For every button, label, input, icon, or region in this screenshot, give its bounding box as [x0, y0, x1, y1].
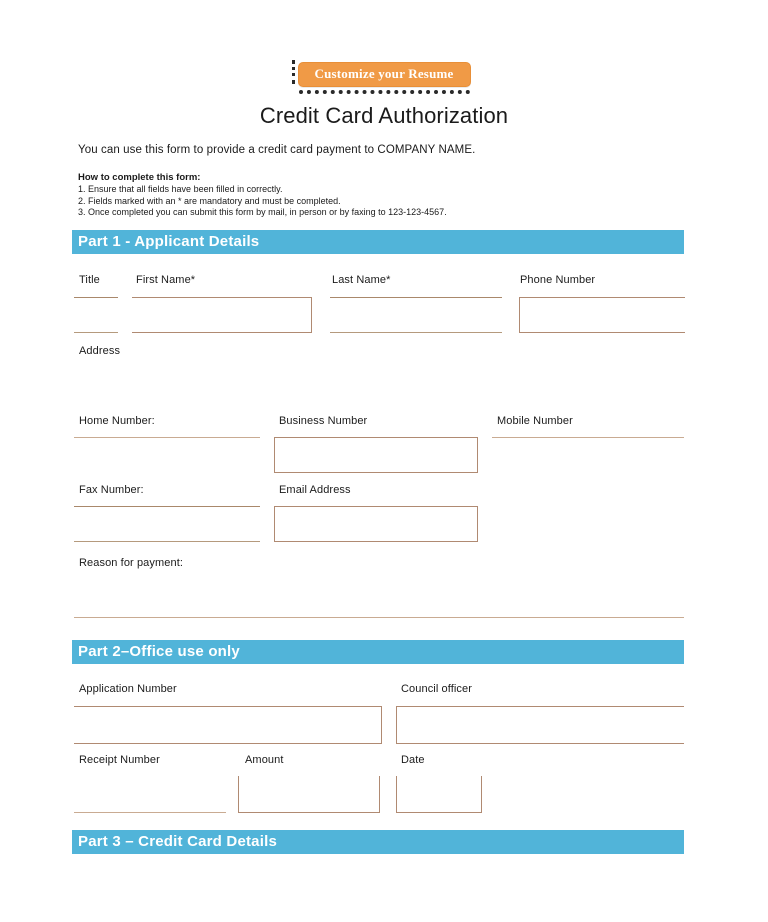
howto-step: 2. Fields marked with an * are mandatory and must be completed. [78, 195, 341, 206]
field-address[interactable] [74, 360, 684, 404]
howto-step: 3. Once completed you can submit this form by mail, in person or by faxing to 123-123-4567. [78, 207, 447, 217]
field-title[interactable] [74, 297, 118, 333]
dotted-accent-left-icon [292, 60, 299, 84]
field-council-officer[interactable] [396, 706, 684, 744]
customize-resume-banner [0, 62, 768, 87]
field-mobile-number[interactable] [492, 437, 684, 438]
label-phone-number: Phone Number [520, 274, 596, 286]
field-home-number[interactable] [74, 437, 260, 438]
howto-step: 1. Ensure that all fields have been filled in correctly. [78, 184, 283, 194]
reason-for-payment-divider [74, 617, 684, 618]
page-title: Credit Card Authorization [259, 103, 509, 128]
label-amount: Amount [245, 754, 284, 766]
field-last-name[interactable] [330, 297, 502, 333]
intro-paragraph: You can use this form to provide a credit card payment to COMPANY NAME. [78, 144, 476, 156]
dotted-accent-bottom-icon [299, 86, 470, 94]
field-application-number[interactable] [74, 706, 382, 744]
customize-resume-button[interactable] [298, 62, 471, 87]
label-receipt-number: Receipt Number [79, 754, 160, 766]
label-council-officer: Council officer [401, 683, 472, 695]
label-last-name: Last Name* [332, 274, 391, 286]
label-home-number: Home Number: [79, 415, 155, 427]
label-business-number: Business Number [279, 415, 368, 427]
section-header-part2: Part 2–Office use only [72, 640, 684, 664]
label-email-address: Email Address [279, 484, 351, 496]
label-title: Title [79, 274, 100, 286]
howto-heading: How to complete this form: [78, 172, 201, 183]
field-email-address[interactable] [274, 506, 478, 542]
label-date: Date [401, 754, 425, 766]
field-fax-number[interactable] [74, 506, 260, 542]
section-header-part3: Part 3 – Credit Card Details [72, 830, 684, 854]
label-application-number: Application Number [79, 683, 177, 695]
field-first-name[interactable] [132, 297, 312, 333]
field-receipt-number[interactable] [74, 812, 226, 813]
label-address: Address [79, 345, 121, 357]
field-phone-number[interactable] [519, 297, 685, 333]
field-business-number[interactable] [274, 437, 478, 473]
field-reason-for-payment[interactable] [74, 572, 684, 616]
customize-resume-button-label: Customize your Resume [314, 66, 454, 81]
label-reason-for-payment: Reason for payment: [79, 557, 184, 569]
field-amount[interactable] [238, 776, 380, 813]
field-date[interactable] [396, 776, 482, 813]
label-fax-number: Fax Number: [79, 484, 144, 496]
label-mobile-number: Mobile Number [497, 415, 573, 427]
section-header-part1: Part 1 - Applicant Details [72, 230, 684, 254]
label-first-name: First Name* [136, 274, 196, 286]
howto-steps-list [78, 184, 447, 219]
